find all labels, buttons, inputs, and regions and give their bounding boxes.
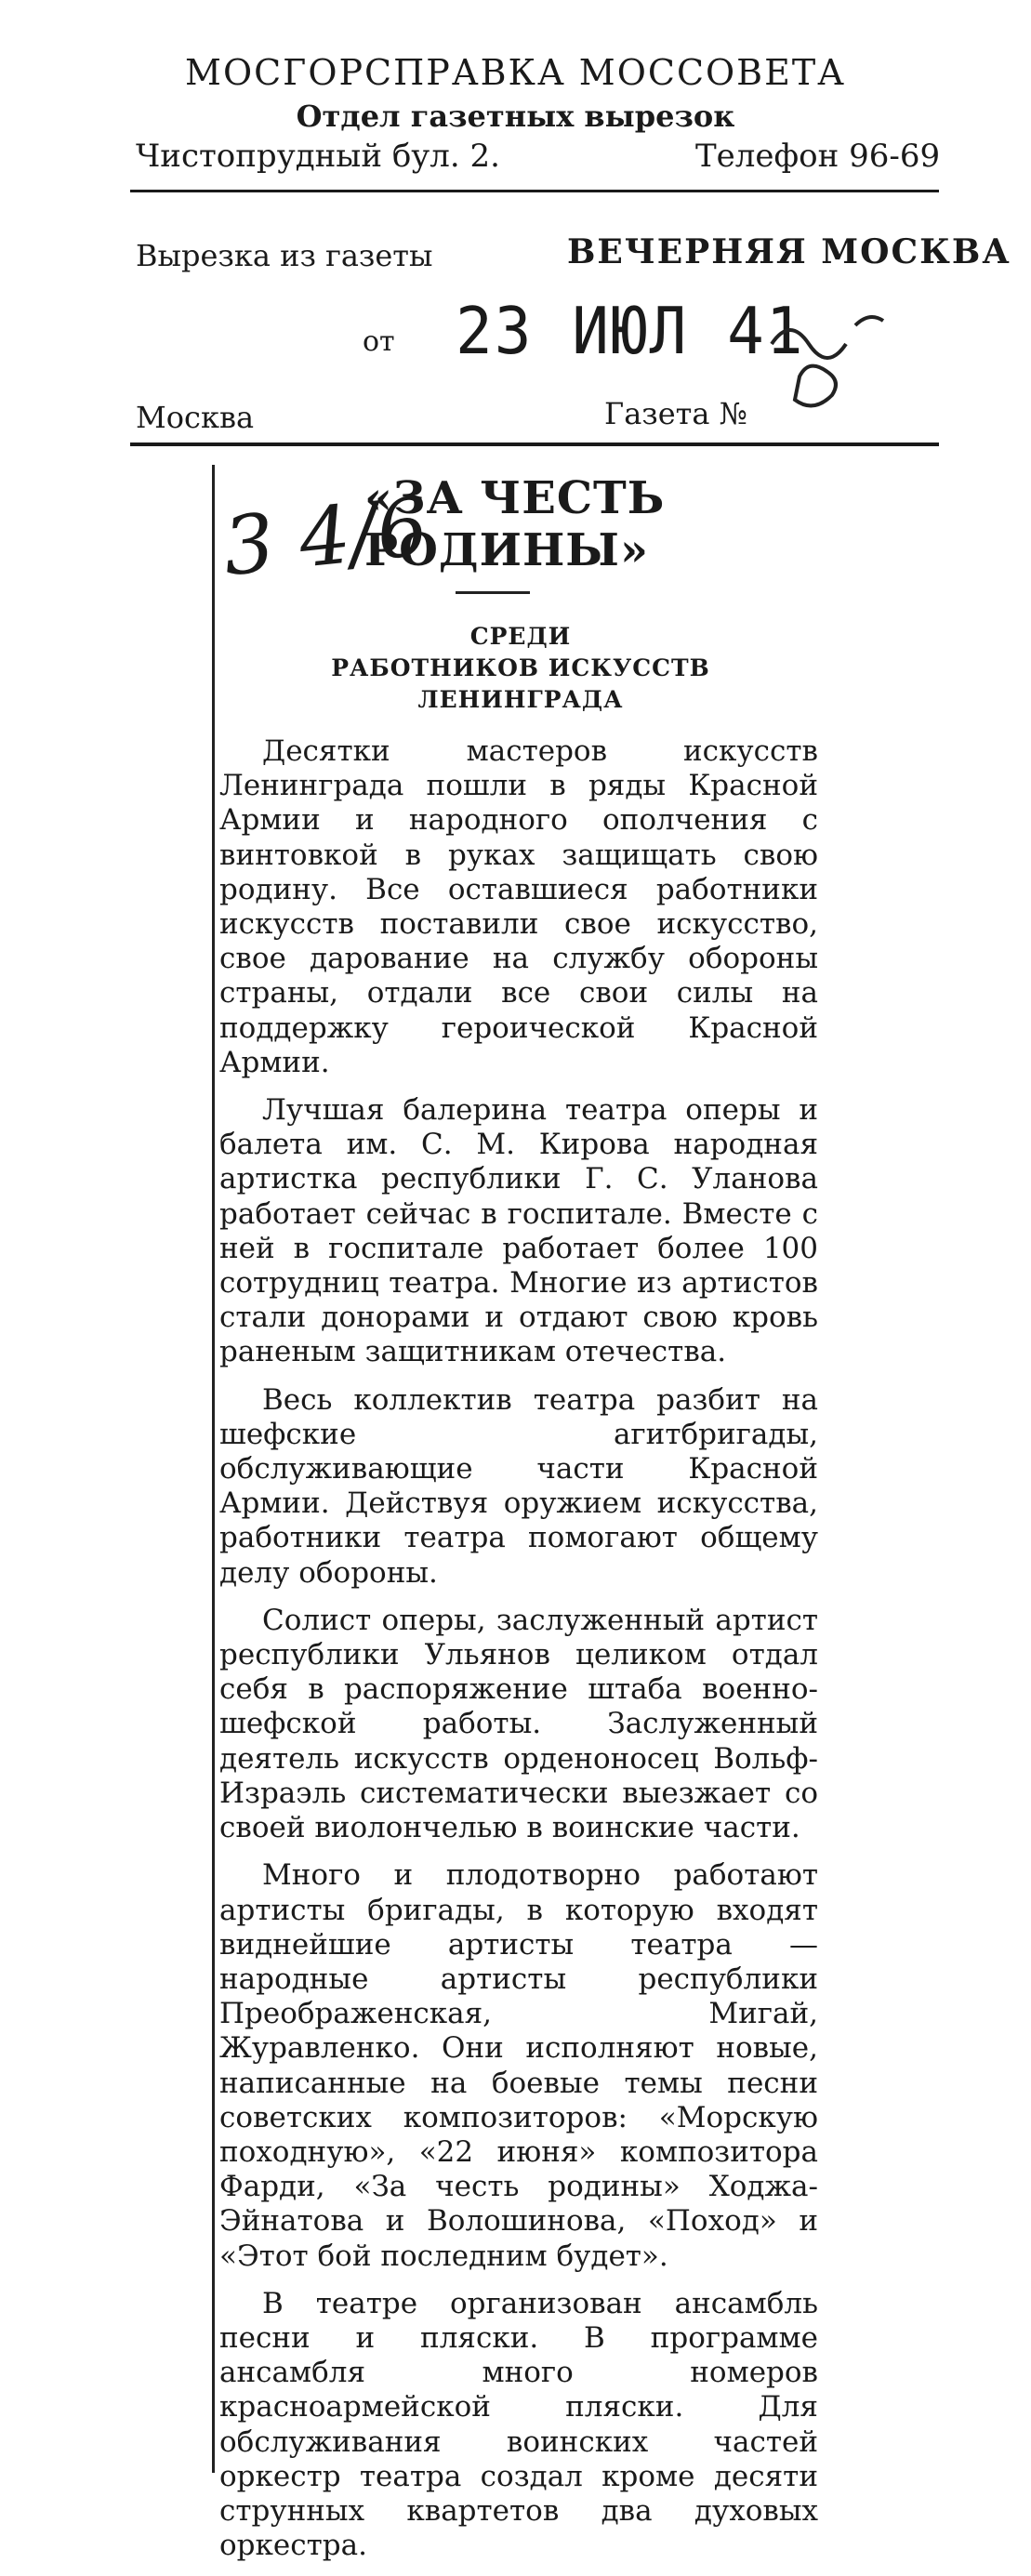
article-paragraph: Весь коллектив театра разбит на шефские агитбригады, обслуживающие части Красной Армии. Действуя оружием искусства, работники театра помогают общему делу обороны. (219, 1382, 818, 1590)
article-paragraph: Десятки мастеров искусств Ленинграда пошли в ряды Красной Армии и народного ополчения с винтовкой в руках защищать свою родину. Все оставшиеся работники искусств поставили свое искусство, свое дарование на службу обороны страны, отдали все свои силы на поддержку героической Красной Армии. (219, 734, 818, 1079)
article-title: «ЗА ЧЕСТЬ РОДИНЫ» (364, 472, 666, 576)
subtitle-line: ЛЕНИНГРАДА (417, 686, 624, 713)
header-divider-top (130, 190, 939, 192)
article-paragraph: В театре организован ансамбль песни и пляски. В программе ансамбля много номеров красноармейской пляски. Для обслуживания воинских частей оркестр театра создал кроме десяти струнных квартетов два духовых оркестра. (219, 2286, 818, 2563)
date-prefix-label: от (363, 325, 395, 358)
clipping-header (0, 0, 1031, 465)
subtitle-line: СРЕДИ (469, 623, 572, 650)
city-label: Москва (136, 400, 255, 435)
article-paragraph: Много и плодотворно работают артисты бригады, в которую входят виднейшие артисты театра — народные артисты республики Преображенская, Мигай, Журавленко. Они исполняют новые, написанные на боевые темы песни советских композиторов: «Морскую походную», «22 июня» композитора Фарди, «За честь родины» Ходжа-Эйнатова и Волошинова, «Поход» и «Этот бой последним будет». (219, 1858, 818, 2273)
agency-name: МОСГОРСПРАВКА МОССОВЕТА (185, 52, 846, 93)
subtitle-line: РАБОТНИКОВ ИСКУССТВ (331, 654, 710, 681)
clipping-source-label: Вырезка из газеты (136, 238, 433, 273)
article-paragraph: Солист оперы, заслуженный артист республики Ульянов целиком отдал себя в распоряжение штаба военно-шефской работы. Заслуженный деятель искусств орденоносец Вольф-Израэль систематически выезжает со своей виолончелью в воинские части. (219, 1603, 818, 1845)
date-stamp: 23 ИЮЛ 41 (456, 294, 805, 369)
issue-number-label: Газета № (604, 396, 747, 431)
handwritten-scribble-icon (744, 288, 930, 428)
article-paragraph: Лучшая балерина театра оперы и балета им. С. М. Кирова народная артистка республики Г. С. Уланова работает сейчас в госпитале. Вместе с ней в госпитале работает более 100 сотрудниц театра. Многие из артистов стали донорами и отдают свою кровь раненым защитникам отечества. (219, 1093, 818, 1369)
header-divider-bottom (130, 443, 939, 446)
department-name: Отдел газетных вырезок (296, 99, 735, 134)
clipping-left-edge (212, 465, 215, 2473)
article-body (219, 734, 818, 2576)
title-underline (456, 591, 530, 594)
newspaper-name: ВЕЧЕРНЯЯ МОСКВА (567, 232, 1011, 271)
article-subtitle (223, 621, 818, 716)
agency-phone: Телефон 96-69 (695, 138, 941, 175)
handwritten-archive-number: 3 4/6 (218, 480, 433, 595)
agency-address: Чистопрудный бул. 2. (136, 138, 500, 175)
